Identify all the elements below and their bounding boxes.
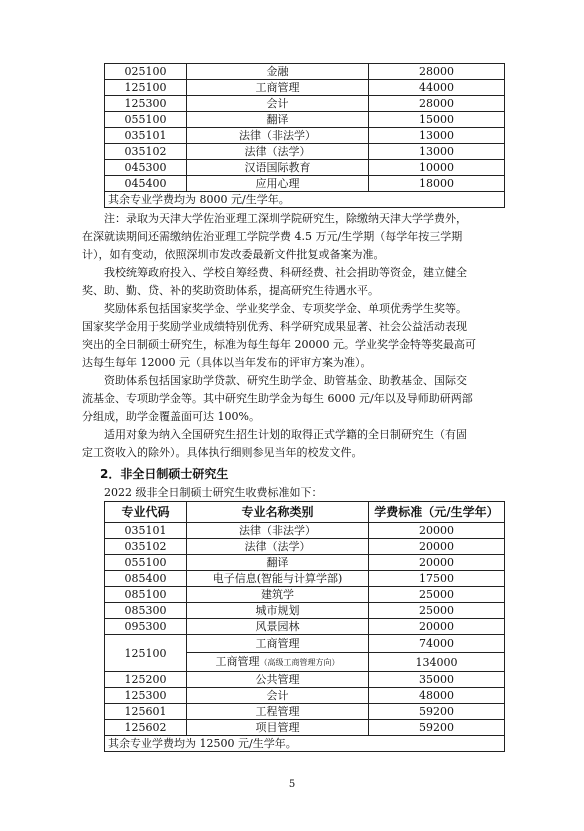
name-cell: 法律（非法学） — [187, 523, 369, 539]
table-row — [105, 704, 505, 720]
name-cell: 建筑学 — [187, 587, 369, 603]
paragraph-line: 适用对象为纳入全国研究生招生计划的取得正式学籍的全日制研究生（有固 — [104, 428, 467, 441]
code-cell: 025100 — [105, 64, 187, 80]
table-note: 其余专业学费均为 12500 元/生学年。 — [105, 736, 505, 752]
fee-cell: 25000 — [369, 603, 505, 619]
code-cell: 125300 — [105, 688, 187, 704]
paragraph-line: 我校统筹政府投入、学校自筹经费、科研经费、社会捐助等资金，建立健全 — [104, 266, 467, 279]
paragraph-line: 定工资收入的除外）。具体执行细则参见当年的校发文件。 — [82, 446, 363, 459]
section-heading: 2．非全日制硕士研究生 — [100, 467, 229, 481]
table-row — [105, 112, 505, 128]
table-row — [105, 176, 505, 192]
header-name: 专业名称类别 — [187, 502, 369, 523]
header-code: 专业代码 — [105, 502, 187, 523]
name-cell — [187, 653, 369, 672]
fulltime-fee-table — [104, 63, 505, 208]
name-cell: 会计 — [187, 96, 369, 112]
name-sub: （高级工商管理方向） — [259, 658, 340, 667]
award-paragraph — [82, 300, 502, 372]
funding-paragraph — [82, 264, 502, 300]
fee-cell: 74000 — [369, 635, 505, 653]
table-header-row — [105, 502, 505, 523]
table-row — [105, 720, 505, 736]
table-row — [105, 144, 505, 160]
paragraph-line: 分组成，助学金覆盖面可达 100%。 — [82, 410, 260, 423]
table-row — [105, 128, 505, 144]
fee-cell: 20000 — [369, 523, 505, 539]
table-row — [105, 688, 505, 704]
table-row — [105, 96, 505, 112]
paragraph-line: 计），如有变动，依照深圳市发改委最新文件批复或备案为准。 — [82, 248, 385, 261]
fee-cell: 17500 — [369, 571, 505, 587]
table-row — [105, 523, 505, 539]
name-cell: 工程管理 — [187, 704, 369, 720]
paragraph-line: 奖、助、勤、贷、补的奖助资助体系，提高研究生待遇水平。 — [82, 284, 379, 297]
name-cell: 城市规划 — [187, 603, 369, 619]
name-cell: 会计 — [187, 688, 369, 704]
parttime-fee-table — [104, 501, 505, 752]
name-cell: 工商管理 — [187, 80, 369, 96]
paragraph-line: 注：录取为天津大学佐治亚理工深圳学院研究生，除缴纳天津大学学费外， — [104, 212, 467, 225]
code-cell: 125300 — [105, 96, 187, 112]
code-cell: 045400 — [105, 176, 187, 192]
paragraph-line: 国家奖学金用于奖励学业成绩特别优秀、科学研究成果显著、社会公益活动表现 — [82, 320, 467, 333]
name-cell: 公共管理 — [187, 672, 369, 688]
fee-cell: 18000 — [369, 176, 505, 192]
name-cell: 电子信息(智能与计算学部) — [187, 571, 369, 587]
fee-cell: 10000 — [369, 160, 505, 176]
table-note-row — [105, 192, 505, 208]
code-cell: 085100 — [105, 587, 187, 603]
table-row — [105, 672, 505, 688]
table-row — [105, 555, 505, 571]
name-cell: 金融 — [187, 64, 369, 80]
fee-cell: 25000 — [369, 587, 505, 603]
fee-cell: 44000 — [369, 80, 505, 96]
name-cell: 法律（法学） — [187, 539, 369, 555]
table-note: 其余专业学费均为 8000 元/生学年。 — [105, 192, 505, 208]
name-cell: 工商管理 — [187, 635, 369, 653]
paragraph-line: 流基金、专项助学金等。其中研究生助学金为每生 6000 元/年以及导师助研两部 — [82, 392, 473, 405]
code-cell: 035101 — [105, 523, 187, 539]
code-cell: 035101 — [105, 128, 187, 144]
fee-cell: 59200 — [369, 704, 505, 720]
code-cell: 125601 — [105, 704, 187, 720]
table-row — [105, 619, 505, 635]
eligibility-paragraph — [82, 426, 502, 462]
name-cell: 项目管理 — [187, 720, 369, 736]
paragraph-line: 资助体系包括国家助学贷款、研究生助学金、助管基金、助教基金、国际交 — [104, 374, 467, 387]
code-cell: 095300 — [105, 619, 187, 635]
table-row — [105, 635, 505, 653]
fee-cell: 20000 — [369, 619, 505, 635]
name-cell: 法律（非法学） — [187, 128, 369, 144]
fee-cell: 48000 — [369, 688, 505, 704]
paragraph-line: 奖励体系包括国家奖学金、学业奖学金、专项奖学金、单项优秀学生奖等。 — [104, 302, 467, 315]
table-row — [105, 80, 505, 96]
fee-cell: 134000 — [369, 653, 505, 672]
fee-cell: 28000 — [369, 96, 505, 112]
name-main: 工商管理 — [215, 655, 260, 668]
name-cell: 翻译 — [187, 112, 369, 128]
table-note-row — [105, 736, 505, 752]
name-cell: 应用心理 — [187, 176, 369, 192]
table-row — [105, 539, 505, 555]
code-cell: 055100 — [105, 555, 187, 571]
table-row — [105, 571, 505, 587]
name-cell: 翻译 — [187, 555, 369, 571]
name-cell: 汉语国际教育 — [187, 160, 369, 176]
page-number: 5 — [288, 779, 296, 790]
fee-cell: 59200 — [369, 720, 505, 736]
name-cell: 法律（法学） — [187, 144, 369, 160]
code-cell: 035102 — [105, 539, 187, 555]
table-row — [105, 160, 505, 176]
paragraph-line: 在深就读期间还需缴纳佐治亚理工学院学费 4.5 万元/生学期（每学年按三学期 — [82, 230, 463, 243]
table-row — [105, 587, 505, 603]
code-cell: 125602 — [105, 720, 187, 736]
section-intro: 2022 级非全日制硕士研究生收费标准如下： — [104, 486, 323, 499]
code-cell: 085300 — [105, 603, 187, 619]
fee-cell: 15000 — [369, 112, 505, 128]
header-fee: 学费标准（元/生学年） — [369, 502, 505, 523]
code-cell: 085400 — [105, 571, 187, 587]
merged-code-cell: 125100 — [105, 635, 187, 672]
code-cell: 045300 — [105, 160, 187, 176]
fee-cell: 13000 — [369, 144, 505, 160]
code-cell: 125200 — [105, 672, 187, 688]
fee-cell: 35000 — [369, 672, 505, 688]
fee-cell: 13000 — [369, 128, 505, 144]
code-cell: 125100 — [105, 80, 187, 96]
code-cell: 035102 — [105, 144, 187, 160]
fee-cell: 20000 — [369, 555, 505, 571]
code-cell: 055100 — [105, 112, 187, 128]
paragraph-line: 达每生每年 12000 元（具体以当年发布的评审方案为准）。 — [82, 356, 372, 369]
note-paragraph — [82, 210, 502, 264]
table-row — [105, 603, 505, 619]
table-row — [105, 64, 505, 80]
name-cell: 风景园林 — [187, 619, 369, 635]
paragraph-line: 突出的全日制硕士研究生，标准为每生每年 20000 元。学业奖学金特等奖最高可 — [82, 338, 476, 351]
fee-cell: 20000 — [369, 539, 505, 555]
fee-cell: 28000 — [369, 64, 505, 80]
aid-paragraph — [82, 372, 502, 426]
